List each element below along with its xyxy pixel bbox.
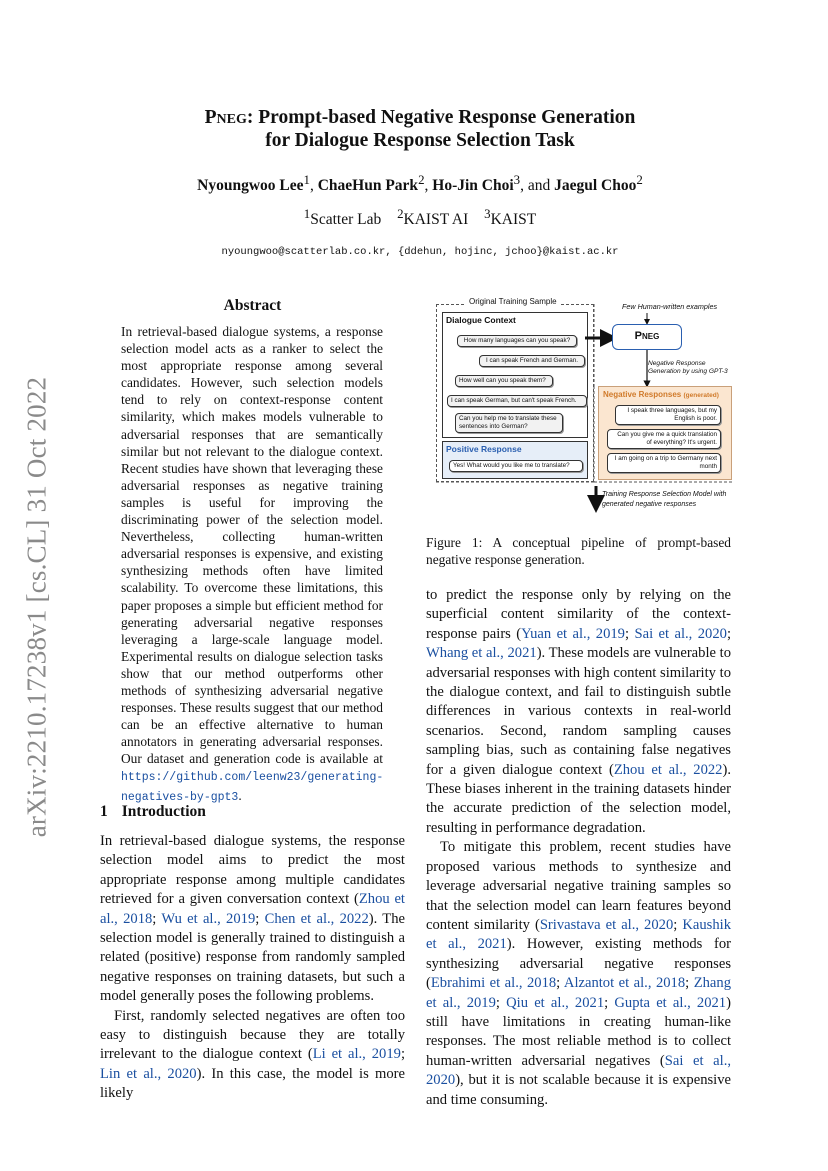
affiliation-mark: 2	[397, 206, 404, 221]
negative-title-text: Negative Responses	[603, 390, 682, 399]
left-column-body	[100, 832, 405, 1104]
negative-responses-box	[598, 386, 732, 480]
body-text: ;	[673, 916, 683, 933]
affiliation-name: KAIST AI	[403, 211, 469, 229]
generation-label: Negative Response Generation by using GPT-3	[648, 360, 728, 375]
body-text: ;	[400, 1046, 405, 1063]
citation-link[interactable]: Zhou et al., 2022	[613, 761, 723, 778]
figure-1	[426, 288, 736, 518]
body-text: ;	[152, 910, 162, 927]
figure-caption: Figure 1: A conceptual pipeline of prompt-based negative response generation.	[426, 535, 731, 568]
citation-link[interactable]: Gupta et al., 2021	[614, 994, 727, 1011]
author-separator: , and	[520, 177, 555, 195]
positive-response: Yes! What would you like me to translate?	[449, 460, 583, 472]
affiliation	[484, 206, 537, 229]
affiliation-list	[100, 206, 740, 229]
citation-link[interactable]: Whang et al., 2021	[426, 645, 537, 662]
citation-link[interactable]: Zhou et al., 2018	[100, 891, 405, 927]
body-text: First, randomly selected negatives are often too easy to distinguish because they are totally irrelevant to the dialogue context (	[100, 1007, 405, 1063]
context-utterance: I can speak German, but can't speak French.	[447, 395, 587, 407]
pneg-model-box: Pneg	[612, 324, 682, 350]
original-sample-label: Original Training Sample	[466, 297, 560, 306]
body-text: ;	[255, 910, 265, 927]
citation-link[interactable]: Qiu et al., 2021	[506, 994, 605, 1011]
context-utterance: I can speak French and German.	[479, 355, 585, 367]
citation-link[interactable]: Sai et al., 2020	[634, 625, 727, 642]
author-list	[100, 172, 740, 195]
author-name: Jaegul Choo	[554, 177, 637, 195]
author-affil-mark: 3	[513, 172, 521, 187]
body-text: ). These biases inherent in the training datasets hinder the accurate prediction of the selection model, resulting in performance degradation.	[426, 761, 731, 836]
paper-title	[100, 106, 740, 152]
affiliation-mark: 3	[484, 206, 491, 221]
citation-link[interactable]: Yuan et al., 2019	[521, 625, 625, 642]
body-text: ;	[556, 975, 564, 992]
abstract-heading: Abstract	[223, 297, 282, 314]
citation-link[interactable]: Ebrahimi et al., 2018	[430, 975, 557, 992]
abstract-end: .	[238, 787, 242, 803]
negative-response: Can you give me a quick translation of everything? It's urgent.	[607, 429, 721, 449]
author-emails: nyoungwoo@scatterlab.co.kr, {ddehun, hojinc, jchoo}@kaist.ac.kr	[221, 246, 619, 258]
citation-link[interactable]: Lin et al., 2020	[100, 1065, 197, 1082]
citation-link[interactable]: Li et al., 2019	[312, 1046, 401, 1063]
arxiv-identifier: arXiv:2210.17238v1 [cs.CL] 31 Oct 2022	[21, 376, 52, 838]
paragraph	[100, 1007, 405, 1104]
paragraph	[426, 838, 731, 1110]
title-line1-rest: : Prompt-based Negative Response Generation	[246, 107, 636, 128]
citation-link[interactable]: Zhang et al., 2019	[426, 975, 731, 1011]
code-link[interactable]: https://github.com/leenw23/generating-negatives-by-gpt3	[121, 771, 384, 804]
abstract-text: In retrieval-based dialogue systems, a response selection model acts as a ranker to select the most appropriate response among several candidates. However, such selection models tend to rely on context-response content similarity, which makes models vulnerable to adversarial responses that are semantically similar but not relevant to the dialogue context. Recent studies have shown that leveraging these adversarial responses as negative training samples is useful for improving the discriminating power of the selection model. Nevertheless, collecting human-written adversarial responses is expensive, and existing synthesizing methods often have limited scalability. To overcome these limitations, this paper proposes a simple but efficient method for generating adversarial negative responses leveraging a large-scale language model. Experimental results on dialogue selection tasks show that our method outperforms other methods of synthesizing adversarial negative responses. These results suggest that our method can be an effective alternative to human annotators in generating adversarial responses. Our dataset and generation code is available at	[121, 324, 383, 767]
training-label: Training Response Selection Model with generated negative responses	[602, 491, 727, 508]
citation-link[interactable]: Chen et al., 2022	[264, 910, 369, 927]
generated-tag: (generated)	[683, 392, 719, 399]
title-model-name: Pneg	[204, 107, 247, 128]
body-text: ). The selection model is generally trained to distinguish a related (positive) response from randomly sampled negative responses on training datasets, but such a model generally poses the following problems.	[100, 910, 405, 1005]
citation-link[interactable]: Alzantot et al., 2018	[563, 975, 686, 992]
negative-response: I am going on a trip to Germany next month	[607, 453, 721, 473]
affiliation-name: KAIST	[490, 211, 537, 229]
body-text: ) still have limitations in creating human-like responses. The most reliable method is to collect human-written adversarial negatives (	[426, 994, 731, 1069]
author-affil-mark: 2	[636, 172, 643, 187]
author-affil-mark: 2	[418, 172, 425, 187]
section-heading	[100, 803, 206, 821]
title-line2: for Dialogue Response Selection Task	[265, 130, 575, 151]
body-text: ). In this case, the model is more likely	[100, 1065, 405, 1102]
affiliation-mark: 1	[303, 206, 311, 221]
dialogue-context-title: Dialogue Context	[446, 315, 516, 325]
paragraph	[426, 586, 731, 838]
few-examples-label: Few Human-written examples	[622, 302, 718, 311]
context-utterance: How many languages can you speak?	[457, 335, 577, 347]
right-column-body	[426, 586, 731, 1110]
citation-link[interactable]: Wu et al., 2019	[161, 910, 256, 927]
body-text: ;	[685, 975, 694, 992]
author-separator: ,	[424, 177, 433, 195]
context-utterance: Can you help me to translate these sentences into German?	[455, 413, 563, 433]
body-text: To mitigate this problem, recent studies have proposed various methods to synthesize and leverage adversarial negative training samples so that the selection model can learn features beyond content similarity (	[426, 839, 731, 933]
arxiv-sidebar	[22, 362, 52, 852]
negative-responses-title	[603, 390, 719, 399]
body-text: ). These models are vulnerable to adversarial responses with high content similarity to the dialogue context, and fail to distinguish subtle differences in various contexts in real-world scenarios. Second, random sampling causes sampling bias, such as containing false negatives for a given dialogue context (	[426, 645, 731, 778]
body-text: ). However, existing methods for synthesizing adversarial negative responses (	[426, 936, 731, 992]
citation-link[interactable]: Sai et al., 2020	[426, 1052, 731, 1089]
citation-link[interactable]: Srivastava et al., 2020	[539, 916, 674, 933]
body-text: ;	[604, 994, 615, 1011]
positive-response-title: Positive Response	[446, 444, 522, 454]
body-text: In retrieval-based dialogue systems, the response selection model aims to predict the most appropriate response among multiple candidates retrieved for a given conversation context (	[100, 833, 405, 908]
body-text: ;	[624, 625, 635, 642]
citation-link[interactable]: Kaushik et al., 2021	[426, 916, 731, 953]
body-text: to predict the response only by relying on the superficial content similarity of the context-response pairs (	[426, 587, 731, 642]
affiliation	[303, 206, 382, 229]
abstract-body	[121, 323, 383, 806]
affiliation-name: Scatter Lab	[310, 211, 382, 229]
author-affil-mark: 1	[303, 172, 310, 187]
section-title: Introduction	[121, 803, 206, 820]
author-name: ChaeHun Park	[317, 177, 419, 195]
context-utterance: How well can you speak them?	[455, 375, 553, 387]
author-separator: ,	[309, 177, 318, 195]
affiliation	[397, 206, 469, 229]
body-text: ;	[726, 625, 732, 642]
negative-response: I speak three languages, but my English is poor.	[615, 405, 721, 425]
body-text: ;	[495, 994, 507, 1011]
author-name: Nyoungwoo Lee	[197, 177, 304, 195]
section-number: 1	[100, 803, 108, 820]
body-text: ), but it is not scalable because it is expensive and time consuming.	[426, 1072, 731, 1108]
paragraph	[100, 832, 405, 1007]
author-name: Ho-Jin Choi	[432, 177, 514, 195]
